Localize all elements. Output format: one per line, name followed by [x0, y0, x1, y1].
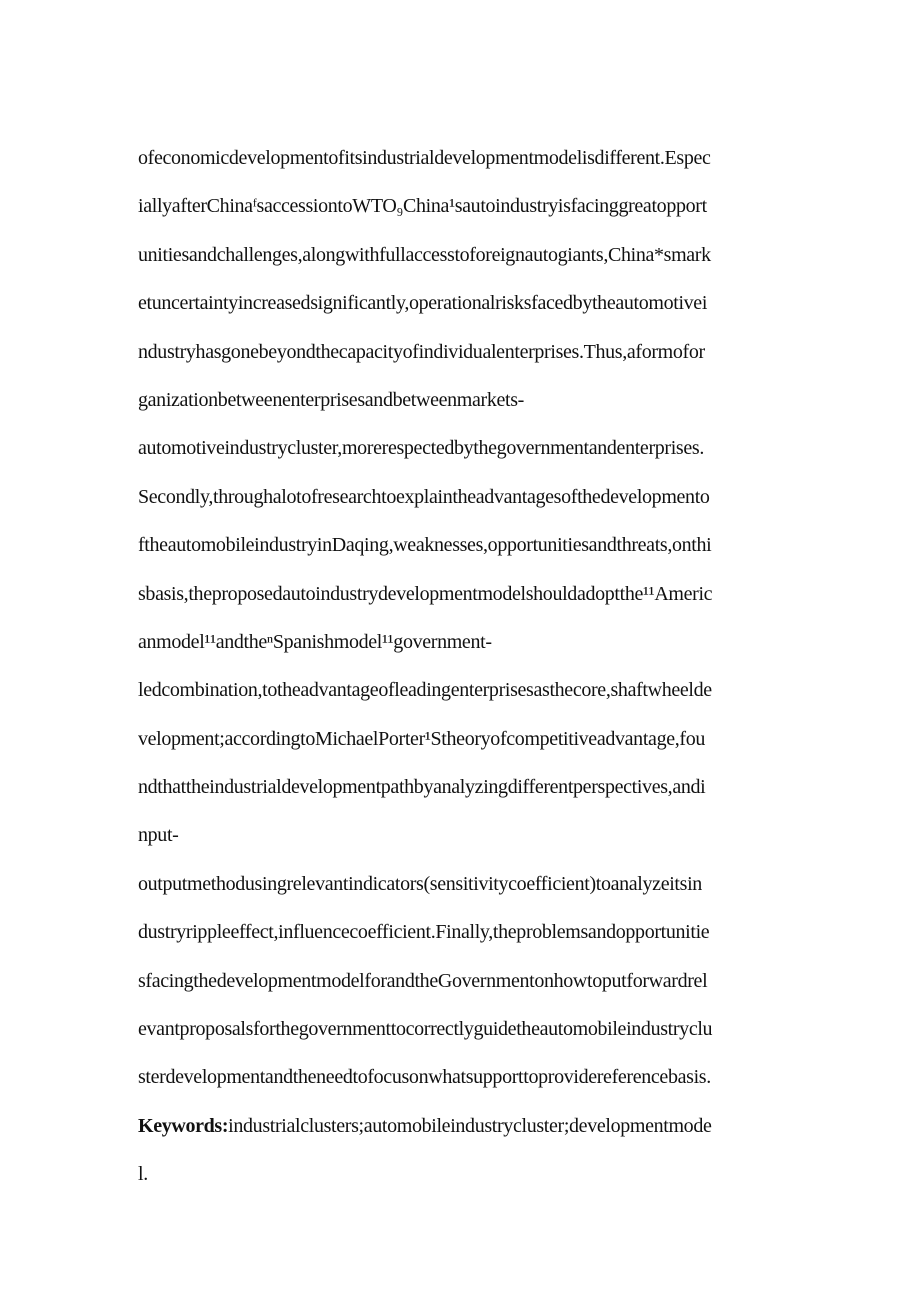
abstract-body: [138, 141, 788, 1206]
abstract-line: sterdevelopmentandtheneedtofocusonwhatsupporttoprovidereferencebasis.: [138, 1066, 711, 1089]
keywords-text: industrialclusters;automobileindustrycluster;developmentmode: [228, 1114, 712, 1137]
abstract-line: sfacingthedevelopmentmodelforandtheGovernmentonhowtoputforwardrel: [138, 969, 708, 992]
abstract-line: sbasis,theproposedautoindustrydevelopmentmodelshouldadoptthe¹¹Americ: [138, 582, 713, 605]
abstract-line: outputmethodusingrelevantindicators(sensitivitycoefficient)toanalyzeitsin: [138, 872, 702, 895]
abstract-line: anmodel¹¹andtheⁿSpanishmodel¹¹government-: [138, 630, 492, 653]
abstract-line: ftheautomobileindustryinDaqing,weaknesses,opportunitiesandthreats,onthi: [138, 534, 712, 557]
abstract-line: ganizationbetweenenterprisesandbetweenmarkets-: [138, 388, 524, 411]
abstract-line: ndustryhasgonebeyondthecapacityofindividualenterprises.Thus,aformofor: [138, 340, 705, 363]
keywords-line-continued: l.: [138, 1163, 148, 1186]
abstract-line: automotiveindustrycluster,morerespectedbythegovernmentandenterprises.: [138, 437, 704, 460]
keywords-label: Keywords:: [138, 1114, 229, 1137]
abstract-line: iallyafterChinaᶠsaccessiontoWTO₉China¹sautoindustryisfacinggreatopport: [138, 195, 707, 218]
abstract-line: Secondly,throughalotofresearchtoexplaintheadvantagesofthedevelopmento: [138, 485, 710, 508]
keywords-line: [138, 1109, 788, 1157]
abstract-line: nput-: [138, 824, 179, 847]
abstract-line: ofeconomicdevelopmentofitsindustrialdevelopmentmodelisdifferent.Espec: [138, 147, 711, 169]
abstract-line: etuncertaintyincreasedsignificantly,operationalrisksfacedbytheautomotivei: [138, 292, 708, 315]
abstract-line: ndthattheindustrialdevelopmentpathbyanalyzingdifferentperspectives,andi: [138, 776, 706, 799]
abstract-line: ledcombination,totheadvantageofleadingenterprisesasthecore,shaftwheelde: [138, 679, 712, 702]
abstract-line: velopment;accordingtoMichaelPorter¹Stheoryofcompetitiveadvantage,fou: [138, 727, 706, 750]
abstract-line: unitiesandchallenges,alongwithfullaccesstoforeignautogiants,China*smark: [138, 243, 711, 266]
abstract-line: evantproposalsforthegovernmenttocorrectlyguidetheautomobileindustryclu: [138, 1018, 713, 1041]
abstract-line: dustryrippleeffect,influencecoefficient.Finally,theproblemsandopportunitie: [138, 921, 710, 944]
